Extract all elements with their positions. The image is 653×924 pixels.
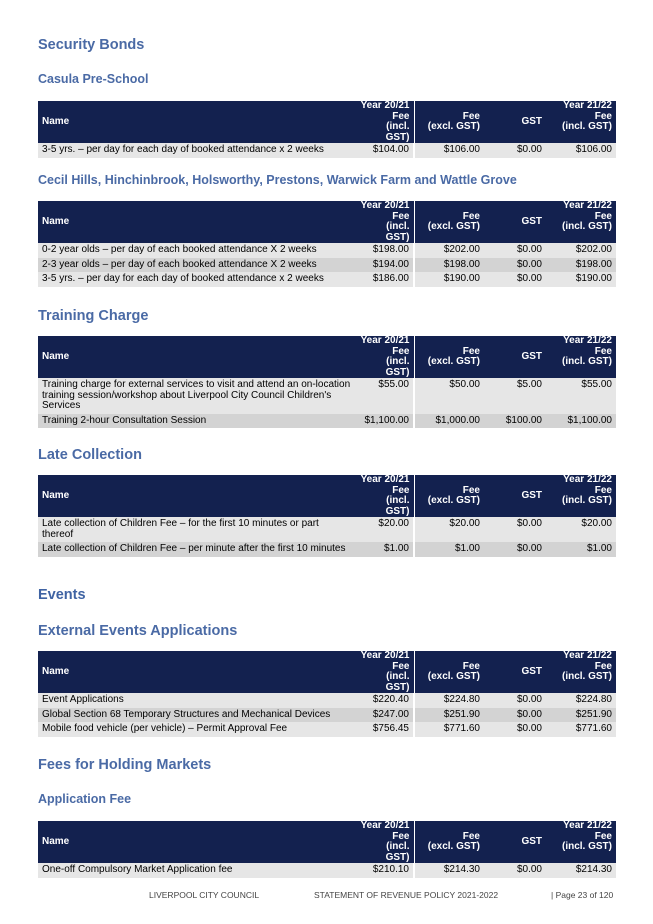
header-year-2021-line1: Year 20/21 — [360, 650, 410, 661]
cell-name: Event Applications — [38, 693, 356, 708]
header-year-2122-line2: Fee — [594, 660, 612, 672]
header-gst: GST — [484, 651, 546, 693]
external-events-table-wrap — [38, 651, 616, 737]
header-year-2122 — [546, 651, 616, 693]
cell-fee-2122: $1,100.00 — [546, 414, 616, 429]
header-year-2122 — [546, 336, 616, 378]
header-fee-excl-line2: Fee — [462, 830, 480, 842]
footer-council: LIVERPOOL CITY COUNCIL — [149, 890, 260, 900]
header-gst: GST — [484, 201, 546, 243]
training-table-wrap — [38, 336, 616, 428]
table-row — [38, 243, 616, 258]
training-section — [38, 308, 616, 324]
security-bonds-section — [38, 37, 616, 53]
table-row — [38, 542, 616, 557]
cecil-table-wrap — [38, 201, 616, 287]
header-year-2021 — [356, 101, 414, 143]
header-gst: GST — [484, 821, 546, 863]
cell-fee-excl: $1.00 — [414, 542, 484, 557]
table-row — [38, 378, 616, 414]
header-year-2122-line1: Year 21/22 — [563, 335, 612, 346]
header-year-2021-line3: (incl. GST) — [385, 841, 410, 863]
cell-gst: $0.00 — [484, 517, 546, 542]
table-row — [38, 722, 616, 737]
header-fee-excl-line2: Fee — [462, 484, 480, 496]
header-year-2122 — [546, 201, 616, 243]
cell-fee-excl: $198.00 — [414, 258, 484, 273]
fee-table — [38, 336, 616, 428]
table-row — [38, 517, 616, 542]
header-year-2122-line3: (incl. GST) — [562, 671, 612, 682]
table-header — [38, 336, 616, 378]
cell-name: 3-5 yrs. – per day for each day of booked attendance x 2 weeks — [38, 143, 356, 158]
section-title-events: Events — [38, 587, 86, 603]
header-year-2122-line1: Year 21/22 — [563, 200, 612, 211]
cell-gst: $0.00 — [484, 693, 546, 708]
cell-fee-2021: $1,100.00 — [356, 414, 414, 429]
header-fee-excl-line3: (excl. GST) — [427, 121, 480, 132]
cell-gst: $0.00 — [484, 243, 546, 258]
casula-table-wrap — [38, 101, 616, 158]
cell-fee-2021: $1.00 — [356, 542, 414, 557]
cell-fee-2122: $1.00 — [546, 542, 616, 557]
footer-statement: STATEMENT OF REVENUE POLICY 2021-2022 — [314, 890, 499, 900]
cell-name: Mobile food vehicle (per vehicle) – Permit Approval Fee — [38, 722, 356, 737]
header-fee-excl-line2: Fee — [462, 345, 480, 357]
cell-fee-2021: $194.00 — [356, 258, 414, 273]
cell-fee-2021: $198.00 — [356, 243, 414, 258]
cell-fee-2021: $756.45 — [356, 722, 414, 737]
cell-name: Late collection of Children Fee – per minute after the first 10 minutes — [38, 542, 356, 557]
cell-gst: $0.00 — [484, 708, 546, 723]
header-year-2021 — [356, 651, 414, 693]
header-year-2122 — [546, 475, 616, 517]
header-year-2122-line3: (incl. GST) — [562, 495, 612, 506]
header-year-2021 — [356, 201, 414, 243]
cell-fee-excl: $202.00 — [414, 243, 484, 258]
table-header — [38, 101, 616, 143]
cell-name: Training charge for external services to visit and attend an on-location training session/workshop about Liverpool City Council Children's Services — [38, 378, 356, 414]
cell-fee-excl: $1,000.00 — [414, 414, 484, 429]
cell-fee-excl: $214.30 — [414, 863, 484, 878]
header-year-2021-line2: Fee — [392, 660, 410, 672]
header-fee-excl-line3: (excl. GST) — [427, 841, 480, 852]
cell-fee-2122: $20.00 — [546, 517, 616, 542]
header-fee-excl-line3: (excl. GST) — [427, 495, 480, 506]
header-name: Name — [38, 651, 356, 693]
cell-name: Late collection of Children Fee – for the first 10 minutes or part thereof — [38, 517, 356, 542]
header-year-2021-line3: (incl. GST) — [385, 671, 410, 693]
cell-gst: $0.00 — [484, 143, 546, 158]
table-row — [38, 143, 616, 158]
fee-table — [38, 201, 616, 287]
subsection-title-casula: Casula Pre-School — [38, 72, 149, 86]
subsection-title-external-events: External Events Applications — [38, 623, 238, 639]
cell-fee-excl: $190.00 — [414, 272, 484, 287]
header-year-2021-line3: (incl. GST) — [385, 356, 410, 378]
header-year-2122-line2: Fee — [594, 830, 612, 842]
header-year-2021-line2: Fee — [392, 345, 410, 357]
cell-fee-excl: $224.80 — [414, 693, 484, 708]
cell-name: Global Section 68 Temporary Structures and Mechanical Devices — [38, 708, 356, 723]
cell-gst: $0.00 — [484, 863, 546, 878]
header-fee-excl — [414, 201, 484, 243]
cell-fee-2122: $771.60 — [546, 722, 616, 737]
header-year-2021 — [356, 821, 414, 863]
header-year-2122-line1: Year 21/22 — [563, 820, 612, 831]
section-title-security-bonds: Security Bonds — [38, 37, 145, 53]
table-row — [38, 272, 616, 287]
header-year-2021-line1: Year 20/21 — [360, 100, 410, 111]
header-gst: GST — [484, 475, 546, 517]
table-row — [38, 258, 616, 273]
late-section — [38, 447, 616, 463]
cell-fee-2021: $247.00 — [356, 708, 414, 723]
header-fee-excl-line2: Fee — [462, 660, 480, 672]
cell-fee-2122: $106.00 — [546, 143, 616, 158]
header-fee-excl-line3: (excl. GST) — [427, 356, 480, 367]
footer-page-number: | Page 23 of 120 — [551, 890, 614, 900]
table-header — [38, 475, 616, 517]
header-year-2122-line2: Fee — [594, 210, 612, 222]
casula-subsection — [38, 72, 616, 86]
cell-fee-excl: $106.00 — [414, 143, 484, 158]
cell-gst: $0.00 — [484, 272, 546, 287]
cell-fee-excl: $50.00 — [414, 378, 484, 414]
header-year-2122-line1: Year 21/22 — [563, 650, 612, 661]
header-year-2021-line3: (incl. GST) — [385, 495, 410, 517]
cell-fee-2021: $186.00 — [356, 272, 414, 287]
cell-fee-2122: $224.80 — [546, 693, 616, 708]
section-title-late-collection: Late Collection — [38, 447, 142, 463]
header-year-2021-line2: Fee — [392, 110, 410, 122]
header-name: Name — [38, 821, 356, 863]
fee-table — [38, 651, 616, 737]
header-year-2021-line2: Fee — [392, 830, 410, 842]
table-row — [38, 414, 616, 429]
cell-gst: $5.00 — [484, 378, 546, 414]
header-year-2122 — [546, 821, 616, 863]
cell-fee-2021: $55.00 — [356, 378, 414, 414]
header-year-2021-line3: (incl. GST) — [385, 221, 410, 243]
header-name: Name — [38, 101, 356, 143]
header-year-2122-line3: (incl. GST) — [562, 841, 612, 852]
markets-section — [38, 757, 616, 773]
cell-fee-2122: $202.00 — [546, 243, 616, 258]
header-year-2122-line2: Fee — [594, 484, 612, 496]
cell-fee-2122: $214.30 — [546, 863, 616, 878]
header-year-2021-line1: Year 20/21 — [360, 200, 410, 211]
section-title-training: Training Charge — [38, 308, 149, 324]
cell-gst: $0.00 — [484, 722, 546, 737]
cell-fee-2122: $251.90 — [546, 708, 616, 723]
header-year-2122-line1: Year 21/22 — [563, 100, 612, 111]
fee-table — [38, 101, 616, 158]
header-year-2021-line3: (incl. GST) — [385, 121, 410, 143]
header-year-2021-line1: Year 20/21 — [360, 335, 410, 346]
application-fee-table-wrap — [38, 821, 616, 878]
application-fee-subsection — [38, 792, 616, 806]
events-section — [38, 587, 616, 603]
table-header — [38, 651, 616, 693]
cell-name: 0-2 year olds – per day of each booked attendance X 2 weeks — [38, 243, 356, 258]
header-year-2122-line3: (incl. GST) — [562, 356, 612, 367]
cell-gst: $100.00 — [484, 414, 546, 429]
header-name: Name — [38, 336, 356, 378]
header-fee-excl-line3: (excl. GST) — [427, 671, 480, 682]
table-row — [38, 693, 616, 708]
cell-fee-excl: $771.60 — [414, 722, 484, 737]
header-gst: GST — [484, 336, 546, 378]
header-year-2021 — [356, 336, 414, 378]
header-year-2021-line2: Fee — [392, 484, 410, 496]
header-name: Name — [38, 475, 356, 517]
subsection-title-application-fee: Application Fee — [38, 792, 132, 806]
table-header — [38, 821, 616, 863]
header-fee-excl-line2: Fee — [462, 210, 480, 222]
header-year-2021-line1: Year 20/21 — [360, 820, 410, 831]
header-year-2122-line2: Fee — [594, 110, 612, 122]
cell-name: 3-5 yrs. – per day for each day of booked attendance x 2 weeks — [38, 272, 356, 287]
cell-name: One-off Compulsory Market Application fee — [38, 863, 356, 878]
header-fee-excl-line3: (excl. GST) — [427, 221, 480, 232]
cell-fee-2122: $198.00 — [546, 258, 616, 273]
header-year-2122 — [546, 101, 616, 143]
cell-gst: $0.00 — [484, 258, 546, 273]
cell-fee-2021: $210.10 — [356, 863, 414, 878]
header-fee-excl — [414, 475, 484, 517]
table-row — [38, 863, 616, 878]
header-gst: GST — [484, 101, 546, 143]
header-fee-excl — [414, 101, 484, 143]
cell-fee-2021: $220.40 — [356, 693, 414, 708]
header-name: Name — [38, 201, 356, 243]
external-events-subsection — [38, 623, 616, 639]
header-year-2021-line1: Year 20/21 — [360, 474, 410, 485]
header-fee-excl — [414, 336, 484, 378]
section-title-markets: Fees for Holding Markets — [38, 757, 212, 773]
cell-fee-2021: $104.00 — [356, 143, 414, 158]
late-table-wrap — [38, 475, 616, 557]
cell-fee-2122: $190.00 — [546, 272, 616, 287]
cell-name: 2-3 year olds – per day of each booked attendance X 2 weeks — [38, 258, 356, 273]
header-year-2122-line3: (incl. GST) — [562, 221, 612, 232]
header-year-2021-line2: Fee — [392, 210, 410, 222]
subsection-title-cecil: Cecil Hills, Hinchinbrook, Holsworthy, Prestons, Warwick Farm and Wattle Grove — [38, 173, 517, 187]
header-fee-excl-line2: Fee — [462, 110, 480, 122]
header-year-2122-line1: Year 21/22 — [563, 474, 612, 485]
header-fee-excl — [414, 821, 484, 863]
cell-name: Training 2-hour Consultation Session — [38, 414, 356, 429]
cell-fee-excl: $251.90 — [414, 708, 484, 723]
cell-gst: $0.00 — [484, 542, 546, 557]
cell-fee-2122: $55.00 — [546, 378, 616, 414]
cecil-subsection — [38, 173, 616, 187]
cell-fee-2021: $20.00 — [356, 517, 414, 542]
header-year-2122-line2: Fee — [594, 345, 612, 357]
header-year-2021 — [356, 475, 414, 517]
table-header — [38, 201, 616, 243]
header-fee-excl — [414, 651, 484, 693]
header-year-2122-line3: (incl. GST) — [562, 121, 612, 132]
table-row — [38, 708, 616, 723]
fee-table — [38, 821, 616, 878]
fee-table — [38, 475, 616, 557]
cell-fee-excl: $20.00 — [414, 517, 484, 542]
